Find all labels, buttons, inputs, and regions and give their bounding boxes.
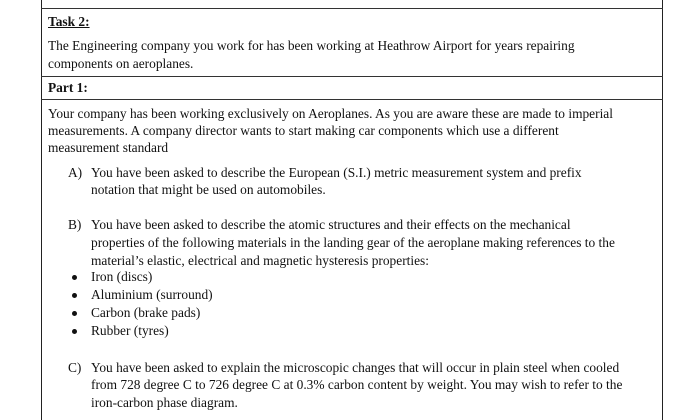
question-c-line-2: from 728 degree C to 726 degree C at 0.3% carbon content by weight. You may wish to refer to the <box>91 377 623 392</box>
bullet-dot <box>72 275 77 280</box>
table-divider-2 <box>41 99 663 100</box>
table-top-border <box>41 8 663 9</box>
bullet-dot <box>72 311 77 316</box>
bullet-carbon: Carbon (brake pads) <box>91 305 201 320</box>
task-intro-line-1: The Engineering company you work for has been working at Heathrow Airport for years repairing <box>48 38 575 53</box>
bullet-iron: Iron (discs) <box>91 269 153 284</box>
part-title: Part 1: <box>48 80 88 95</box>
table-divider-1 <box>41 76 663 77</box>
task-title: Task 2: <box>48 14 90 29</box>
task-intro-line-2: components on aeroplanes. <box>48 56 194 71</box>
part-intro-line-2: measurements. A company director wants to start making car components which use a different <box>48 123 559 138</box>
part-intro-line-1: Your company has been working exclusively on Aeroplanes. As you are aware these are made to imperial <box>48 106 613 121</box>
question-c-line-3: iron-carbon phase diagram. <box>91 395 238 410</box>
question-b-line-3: material’s elastic, electrical and magnetic hysteresis properties: <box>91 253 429 268</box>
question-c-label: C) <box>68 360 82 375</box>
question-b-line-1: You have been asked to describe the atomic structures and their effects on the mechanical <box>91 217 571 232</box>
question-c-line-1: You have been asked to explain the microscopic changes that will occur in plain steel when cooled <box>91 360 620 375</box>
question-b-line-2: properties of the following materials in the landing gear of the aeroplane making references to the <box>91 235 615 250</box>
question-a-line-2: notation that might be used on automobiles. <box>91 182 326 197</box>
question-b-label: B) <box>68 217 82 232</box>
bullet-aluminium: Aluminium (surround) <box>91 287 213 302</box>
question-a-line-1: You have been asked to describe the European (S.I.) metric measurement system and prefix <box>91 165 582 180</box>
bullet-dot <box>72 329 77 334</box>
bullet-rubber: Rubber (tyres) <box>91 323 169 338</box>
question-a-label: A) <box>68 165 83 180</box>
bullet-dot <box>72 293 77 298</box>
part-intro-line-3: measurement standard <box>48 140 169 155</box>
